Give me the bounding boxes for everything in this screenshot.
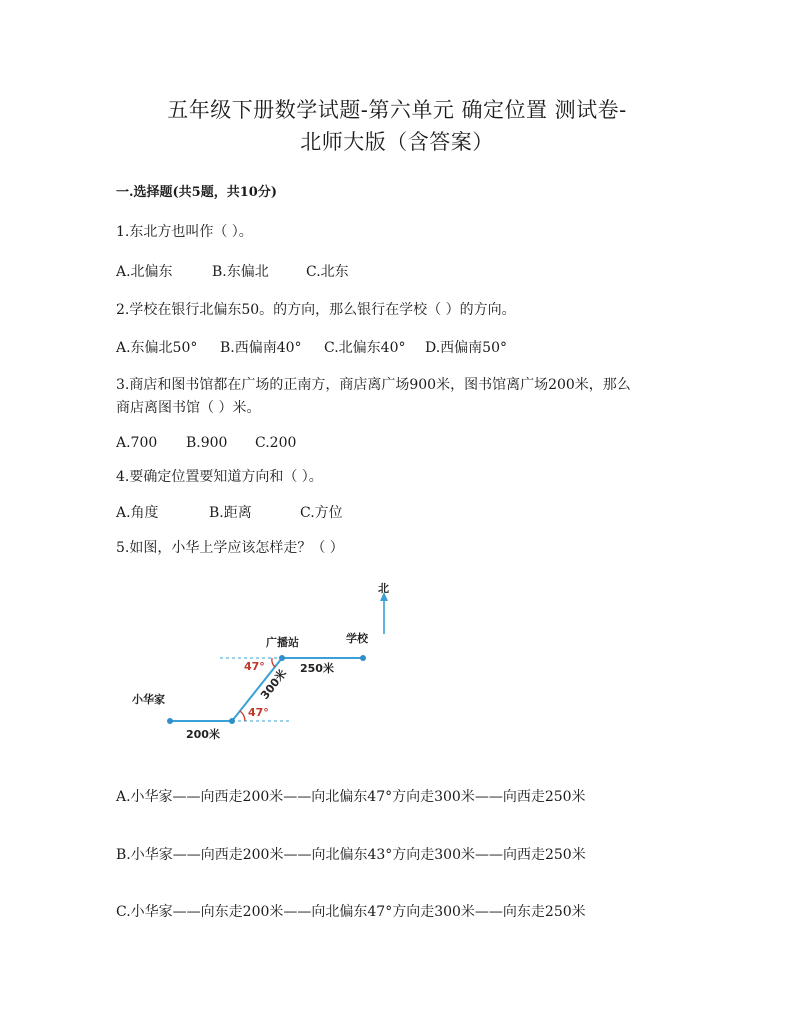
question-2-options: [116, 338, 507, 358]
home-point: [167, 718, 173, 724]
question-1-stem: 1.东北方也叫作（ ）。: [116, 224, 253, 240]
option-a: A.角度: [116, 505, 159, 521]
option-d: D.西偏南50°: [425, 340, 507, 356]
question-4-options: [116, 503, 343, 523]
angle-arc-turn: [240, 711, 245, 721]
page-title-line2: 北师大版（含答案）: [300, 130, 494, 154]
question-3-stem-line1: 3.商店和图书馆都在广场的正南方，商店离广场900米，图书馆离广场200米，那么: [116, 377, 631, 393]
question-3-options: [116, 433, 296, 453]
option-c: C.200: [255, 435, 297, 451]
option-c: C.北东: [306, 264, 349, 280]
distance-250-label: 250米: [300, 662, 334, 675]
option-b: B.东偏北: [212, 264, 269, 280]
option-b: B.西偏南40°: [220, 340, 302, 356]
question-5-option-b: B.小华家——向西走200米——向北偏东43°方向走300米——向西走250米: [116, 847, 586, 863]
distance-200-label: 200米: [186, 728, 220, 741]
angle-arc-station: [272, 658, 275, 667]
question-3-stem-line2: 商店离图书馆（ ）米。: [116, 400, 261, 416]
route-diagram: [120, 570, 420, 750]
question-5-option-a: A.小华家——向西走200米——向北偏东47°方向走300米——向西走250米: [116, 789, 586, 805]
station-label: 广播站: [266, 636, 299, 649]
station-point: [279, 655, 285, 661]
option-a: A.700: [116, 435, 158, 451]
question-1-options: [116, 262, 349, 282]
angle-label-turn: 47°: [248, 706, 269, 719]
option-c: C.方位: [300, 505, 343, 521]
page-title-line1: 五年级下册数学试题-第六单元 确定位置 测试卷-: [167, 98, 627, 122]
option-a: A.东偏北50°: [116, 340, 198, 356]
option-b: B.900: [186, 435, 228, 451]
option-c: C.北偏东40°: [324, 340, 406, 356]
school-point: [360, 655, 366, 661]
option-a: A.北偏东: [116, 264, 173, 280]
section-heading: 一.选择题(共5题，共10分): [116, 185, 277, 200]
turn-point: [229, 718, 235, 724]
school-label: 学校: [346, 632, 368, 645]
option-b: B.距离: [209, 505, 252, 521]
distance-300-label: 300米: [258, 667, 290, 702]
question-2-stem: 2.学校在银行北偏东50。的方向，那么银行在学校（ ）的方向。: [116, 302, 516, 318]
question-4-stem: 4.要确定位置要知道方向和（ ）。: [116, 469, 323, 485]
north-label: 北: [378, 582, 389, 595]
question-5-option-c: C.小华家——向东走200米——向北偏东47°方向走300米——向东走250米: [116, 904, 586, 920]
angle-label-station: 47°: [244, 660, 265, 673]
question-5-stem: 5.如图，小华上学应该怎样走？（ ）: [116, 540, 344, 556]
home-label: 小华家: [132, 693, 165, 706]
